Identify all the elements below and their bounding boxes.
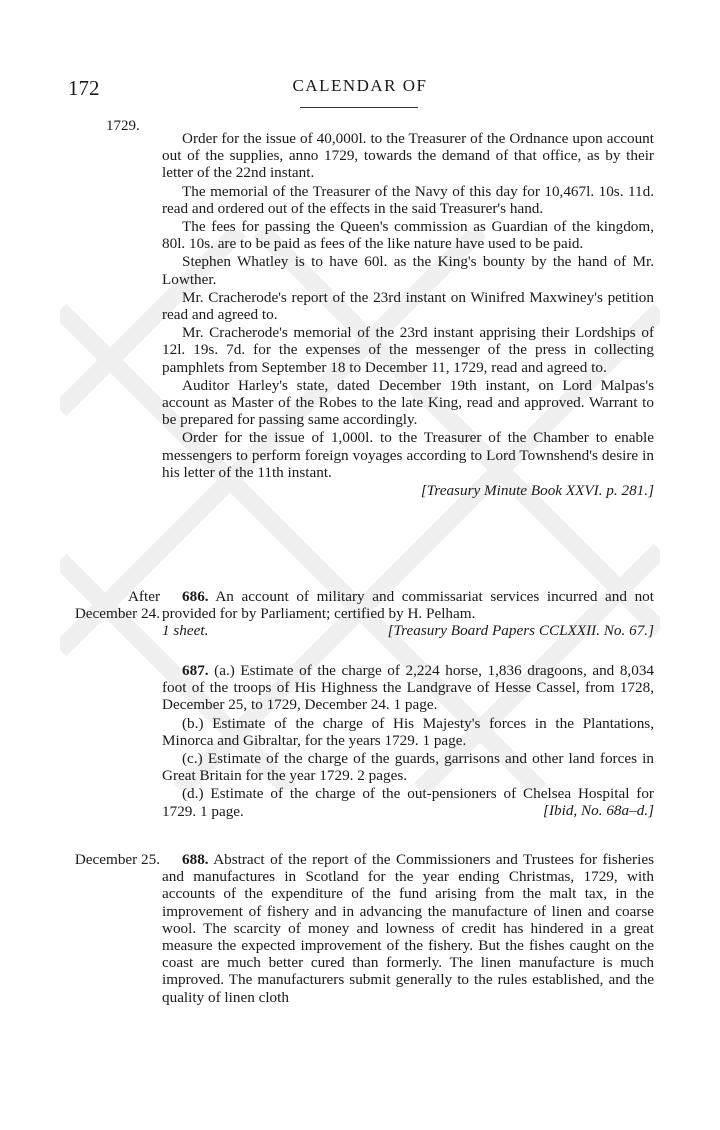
- entry-687-b: (b.) Estimate of the charge of His Majesty's forces in the Plantations, Minorca and Gibraltar, for the years 1729. 1 page.: [162, 714, 654, 749]
- entry-number: 688.: [182, 851, 209, 868]
- year-marker: 1729.: [106, 118, 140, 134]
- entry-686-footer: [162, 622, 654, 639]
- minutes-citation: [Treasury Minute Book XXVI. p. 281.]: [420, 482, 654, 500]
- minute-paragraph: Mr. Cracherode's memorial of the 23rd instant apprising their Lordships of 12l. 19s. 7d. for the expenses of the messenger of the press in collecting pamphlets from September 18 to December 11, 1729, read and agreed to.: [162, 324, 654, 376]
- minute-paragraph: Stephen Whatley is to have 60l. as the King's bounty by the hand of Mr. Lowther.: [162, 253, 654, 288]
- minute-paragraph: Mr. Cracherode's report of the 23rd instant on Winifred Maxwiney's petition read and agreed to.: [162, 288, 654, 324]
- entry-686-extent: 1 sheet.: [162, 622, 209, 640]
- entry-687-a: 687. (a.) Estimate of the charge of 2,224 horse, 1,836 dragoons, and 8,034 foot of the troops of His Highness the Landgrave of Hesse Cassel, from 1728, December 25, to 1729, December 24. 1 page.: [162, 662, 655, 714]
- page-number: 172: [68, 76, 100, 100]
- minute-paragraph: Auditor Harley's state, dated December 19th instant, on Lord Malpas's account as Master of the Robes to the late King, read and approved. Warrant to be prepared for passing same accordingly.: [162, 376, 654, 429]
- minute-paragraph: Order for the issue of 1,000l. to the Treasurer of the Chamber to enable messengers to perform foreign voyages according to Lord Townshend's desire in his letter of the 11th instant.: [162, 429, 654, 481]
- minute-paragraph: The fees for passing the Queen's commission as Guardian of the kingdom, 80l. 10s. are to be paid as fees of the like nature have used to be paid.: [162, 218, 654, 253]
- entry-688-text: 688. Abstract of the report of the Commissioners and Trustees for fisheries and manufactures in Scotland for the year ending Christmas, 1729, with accounts of the expenditure of the fund arising from the malt tax, in the improvement of fishery and in advancing the manufacture of linen and coarse wool. The scarcity of money and lowness of credit has hindered in a great measure the expected improvement of the fishery. But the fishes caught on the coast are much better cured than formerly. The linen manufacture is much improved. The manufacturers submit generally to the rules established, and the quality of linen cloth: [162, 851, 654, 1006]
- entry-686-date-line-2: December 24.: [74, 605, 160, 622]
- minute-paragraph: Order for the issue of 40,000l. to the Treasurer of the Ordnance upon account out of the supplies, anno 1729, towards the demand of that office, as by their letter of the 22nd instant.: [162, 130, 654, 182]
- entry-number: 687.: [182, 662, 209, 679]
- minutes-block: [162, 130, 654, 499]
- minute-paragraph: The memorial of the Treasurer of the Navy of this day for 10,467l. 10s. 11d. read and ordered out of the effects in the said Treasurer's hand.: [162, 182, 654, 217]
- entry-686-date-line-1: After: [127, 588, 160, 605]
- entry-687-citation: [Ibid, No. 68a–d.]: [543, 801, 654, 819]
- running-head: CALENDAR OF: [292, 76, 428, 95]
- entry-686-citation: [Treasury Board Papers CCLXXII. No. 67.]: [387, 622, 654, 640]
- entry-687-d: (d.) Estimate of the charge of the out-pensioners of Chelsea Hospital for 1729. 1 page.: [162, 785, 654, 820]
- entry-686-text: 686. An account of military and commissariat services incurred and not provided for by Parliament; certified by H. Pelham.: [162, 588, 654, 623]
- entry-688-date: December 25.: [74, 851, 160, 868]
- entry-number: 686.: [182, 588, 209, 605]
- header-rule: [300, 107, 418, 108]
- entry-687-c: (c.) Estimate of the charge of the guards, garrisons and other land forces in Great Britain for the year 1729. 2 pages.: [162, 750, 654, 785]
